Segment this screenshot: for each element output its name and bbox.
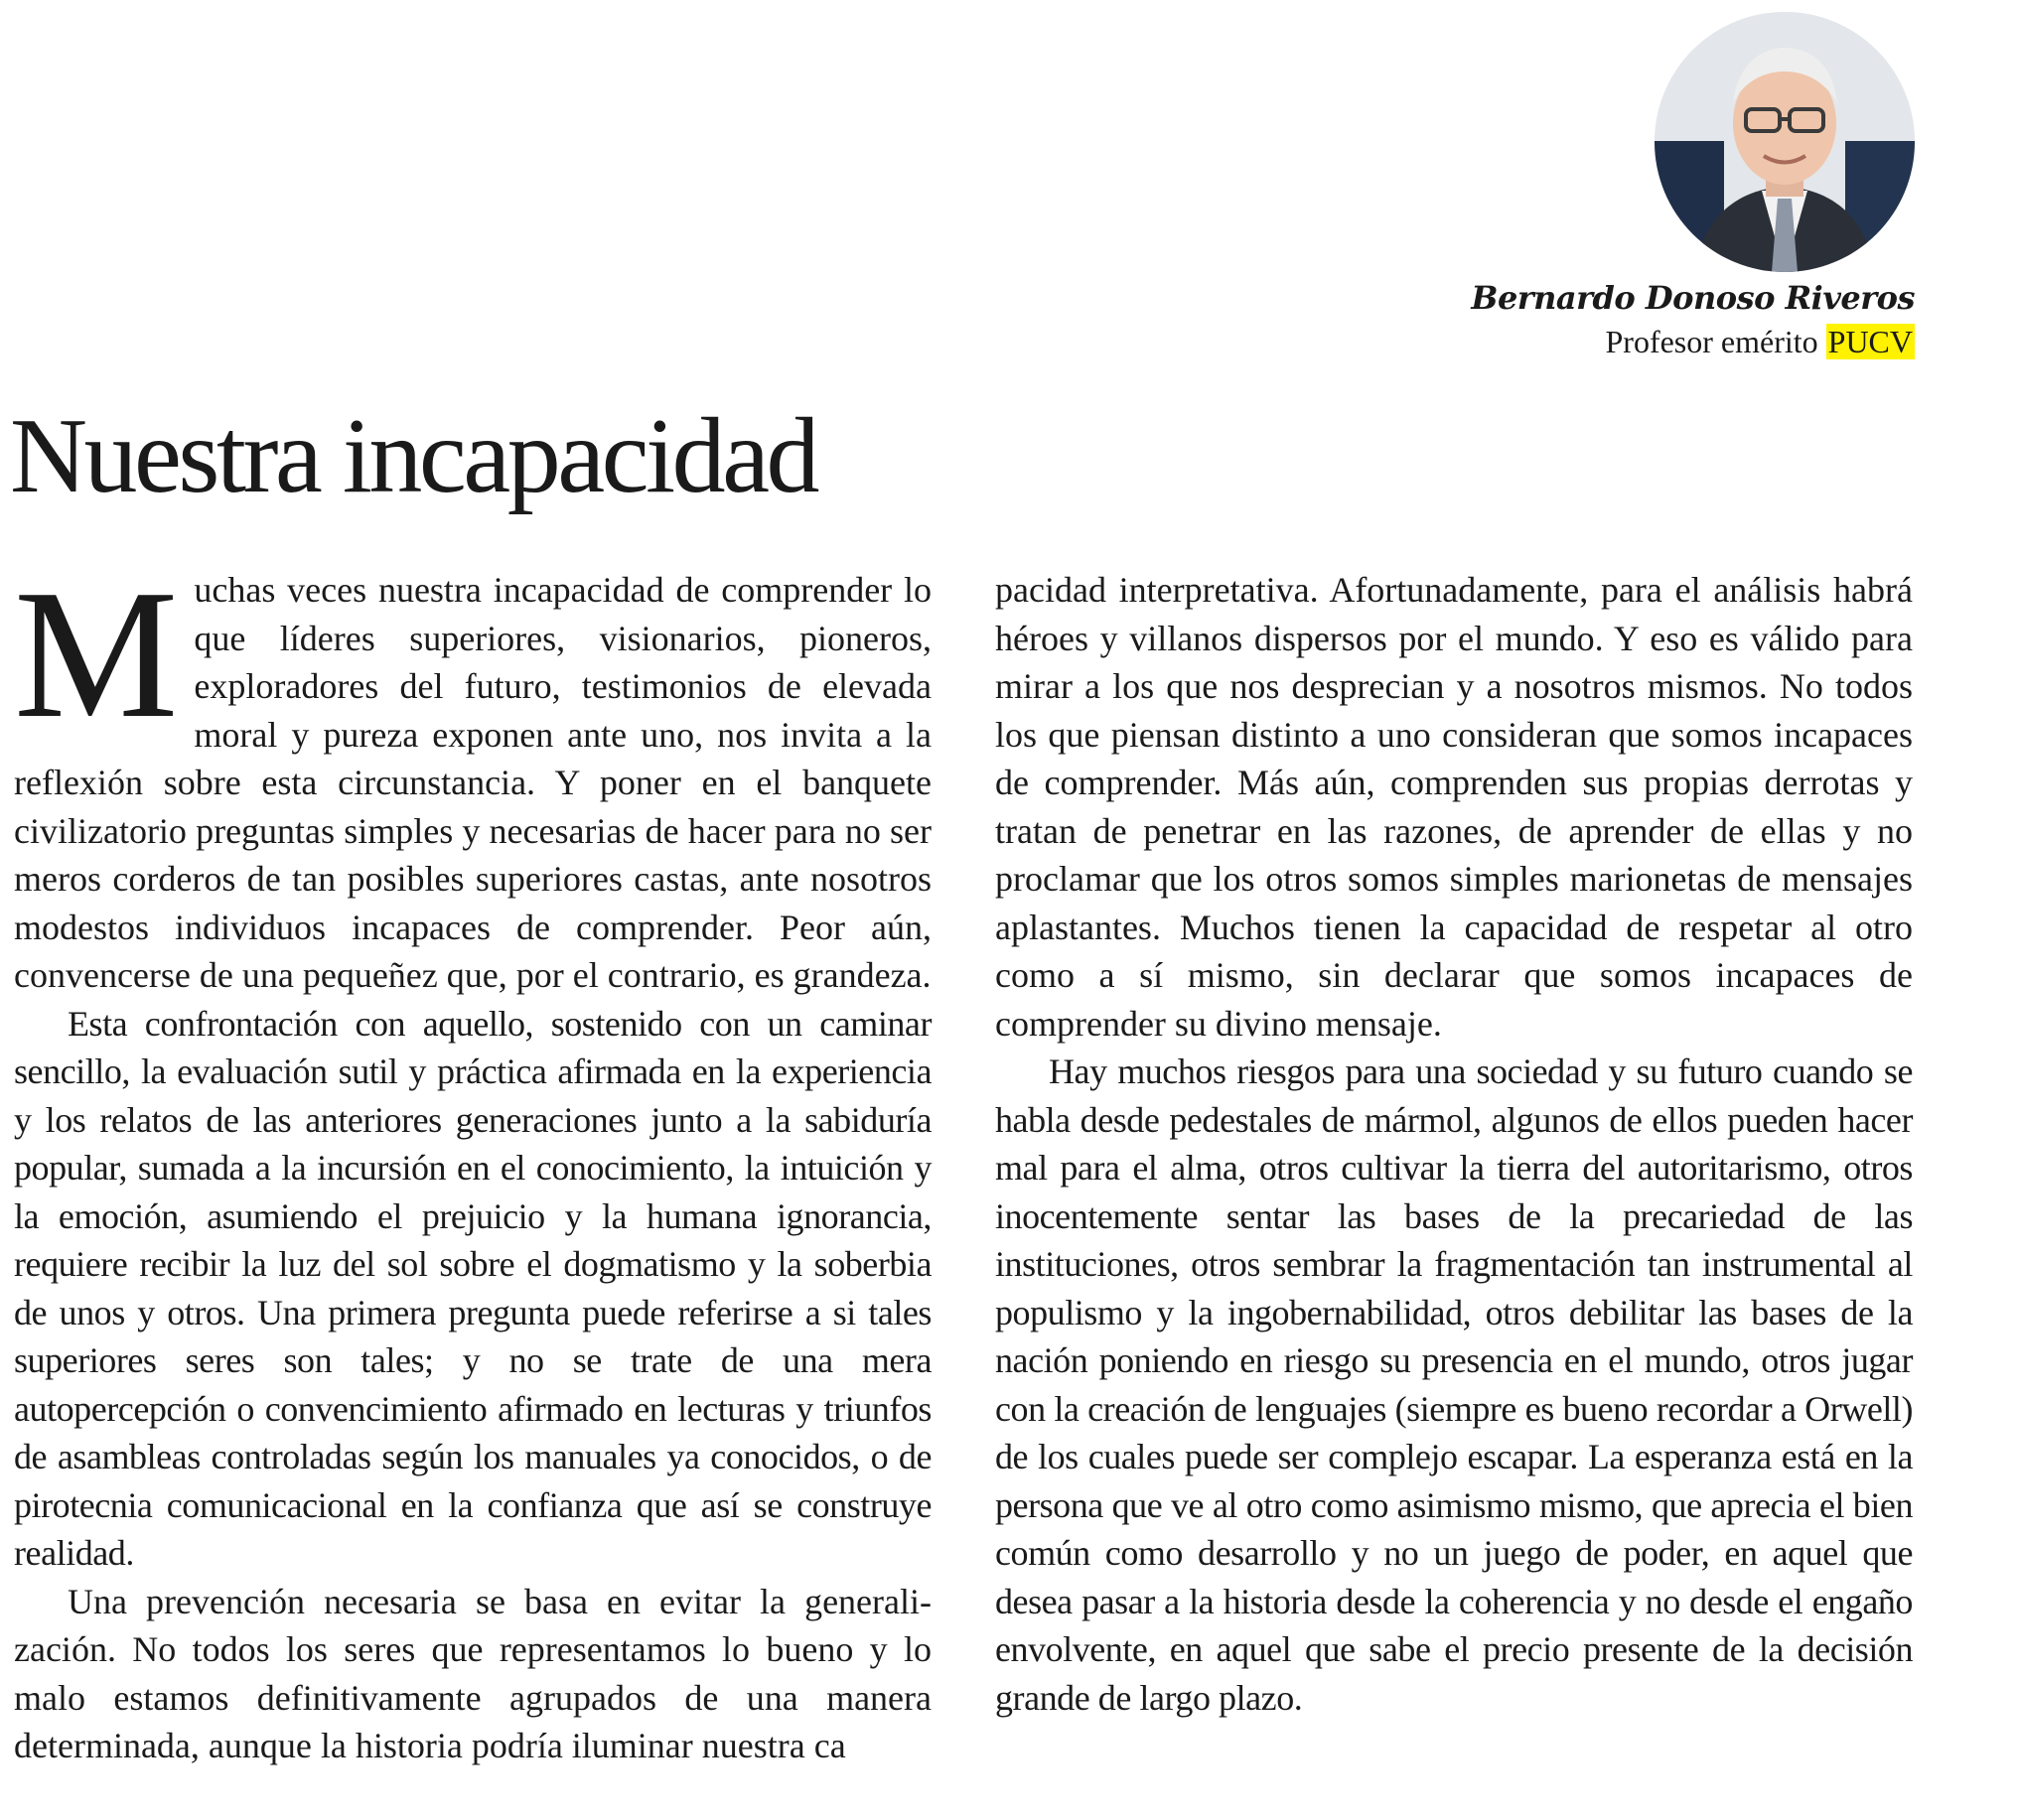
author-role-title: Profesor emérito [1605, 324, 1826, 359]
paragraph-1 [14, 552, 932, 1000]
author-name: Bernardo Donoso Riveros [1471, 279, 1915, 317]
author-photo [1655, 12, 1915, 272]
article-column-2 [995, 566, 1913, 1722]
byline [1471, 274, 1915, 361]
paragraph-2: Esta confrontación con aquello, sostenido con un caminar sencillo, la evaluación sutil y práctica afirmada en la experiencia y los relatos de las anteriores generaciones junto a la sabiduría popular, sumada a la incursión en el conocimiento, la intuición y la emoción, asumiendo el prejuicio y la humana ignorancia, requiere recibir la luz del sol sobre el dogmatismo y la soberbia de unos y otros. Una primera pregunta puede referirse a si tales superiores seres son tales; y no se trate de una mera autopercepción o convencimiento afirmado en lecturas y triunfos de asambleas controladas según los manuales ya conocidos, o de pirotecnia comunicacional en la confianza que así se construye realidad. [14, 1003, 932, 1573]
author-role [1471, 322, 1915, 361]
article-column-1 [14, 552, 932, 1770]
paragraph-3: Una prevención necesaria se basa en evitar la generalización. No todos los seres que representamos lo bueno y lo malo estamos definitivamente agrupados de una manera determinada, aunque la historia podría iluminar nuestra ca [14, 1581, 932, 1765]
paragraph-1-text: uchas veces nuestra incapacidad de comprender lo que líderes superiores, visionarios, pioneros, exploradores del futuro, testimonios de elevada moral y pureza exponen ante uno, nos invita a la reflexión sobre esta circunstancia. Y poner en el banquete civilizatorio preguntas simples y necesarias de hacer para no ser meros corderos de tan posibles superiores castas, ante nosotros modestos individuos incapaces de comprender. Peor aún, convencerse de una pequeñez que, por el contrario, es grandeza. [14, 570, 932, 995]
paragraph-3-continued: pacidad interpretativa. Afortunadamente, para el análisis habrá héroes y villanos dispersos por el mundo. Y eso es válido para mirar a los que nos desprecian y a nosotros mismos. No todos los que piensan distinto a uno consideran que somos incapaces de comprender. Más aún, comprenden sus propias derrotas y tratan de penetrar en las razones, de aprender de ellas y no proclamar que los otros somos simples marionetas de mensajes aplastantes. Muchos tienen la capacidad de respetar al otro como a sí mismo, sin declarar que somos incapaces de comprender su divino mensaje. [995, 570, 1913, 1044]
author-portrait-illustration [1655, 12, 1915, 272]
drop-cap: M [14, 552, 179, 757]
article-headline: Nuestra incapacidad [10, 397, 817, 515]
author-institution: PUCV [1827, 324, 1913, 359]
paragraph-4: Hay muchos riesgos para una sociedad y su futuro cuando se habla desde pedestales de mármol, algunos de ellos pueden hacer mal para el alma, otros cultivar la tierra del autoritarismo, otros inocentemente sentar las bases de la precariedad de las instituciones, otros sembrar la fragmentación tan instrumental al populismo y la ingobernabilidad, otros debilitar las bases de la nación poniendo en riesgo su presencia en el mundo, otros jugar con la creación de lenguajes (siempre es bueno recordar a Orwell) de los cuales puede ser complejo escapar. La esperanza está en la persona que ve al otro como asimismo mismo, que aprecia el bien común como desarrollo y no un juego de poder, en aquel que desea pasar a la historia desde la coherencia y no desde el engaño envolvente, en aquel que sabe el precio presente de la decisión grande de largo plazo. [995, 1051, 1913, 1718]
